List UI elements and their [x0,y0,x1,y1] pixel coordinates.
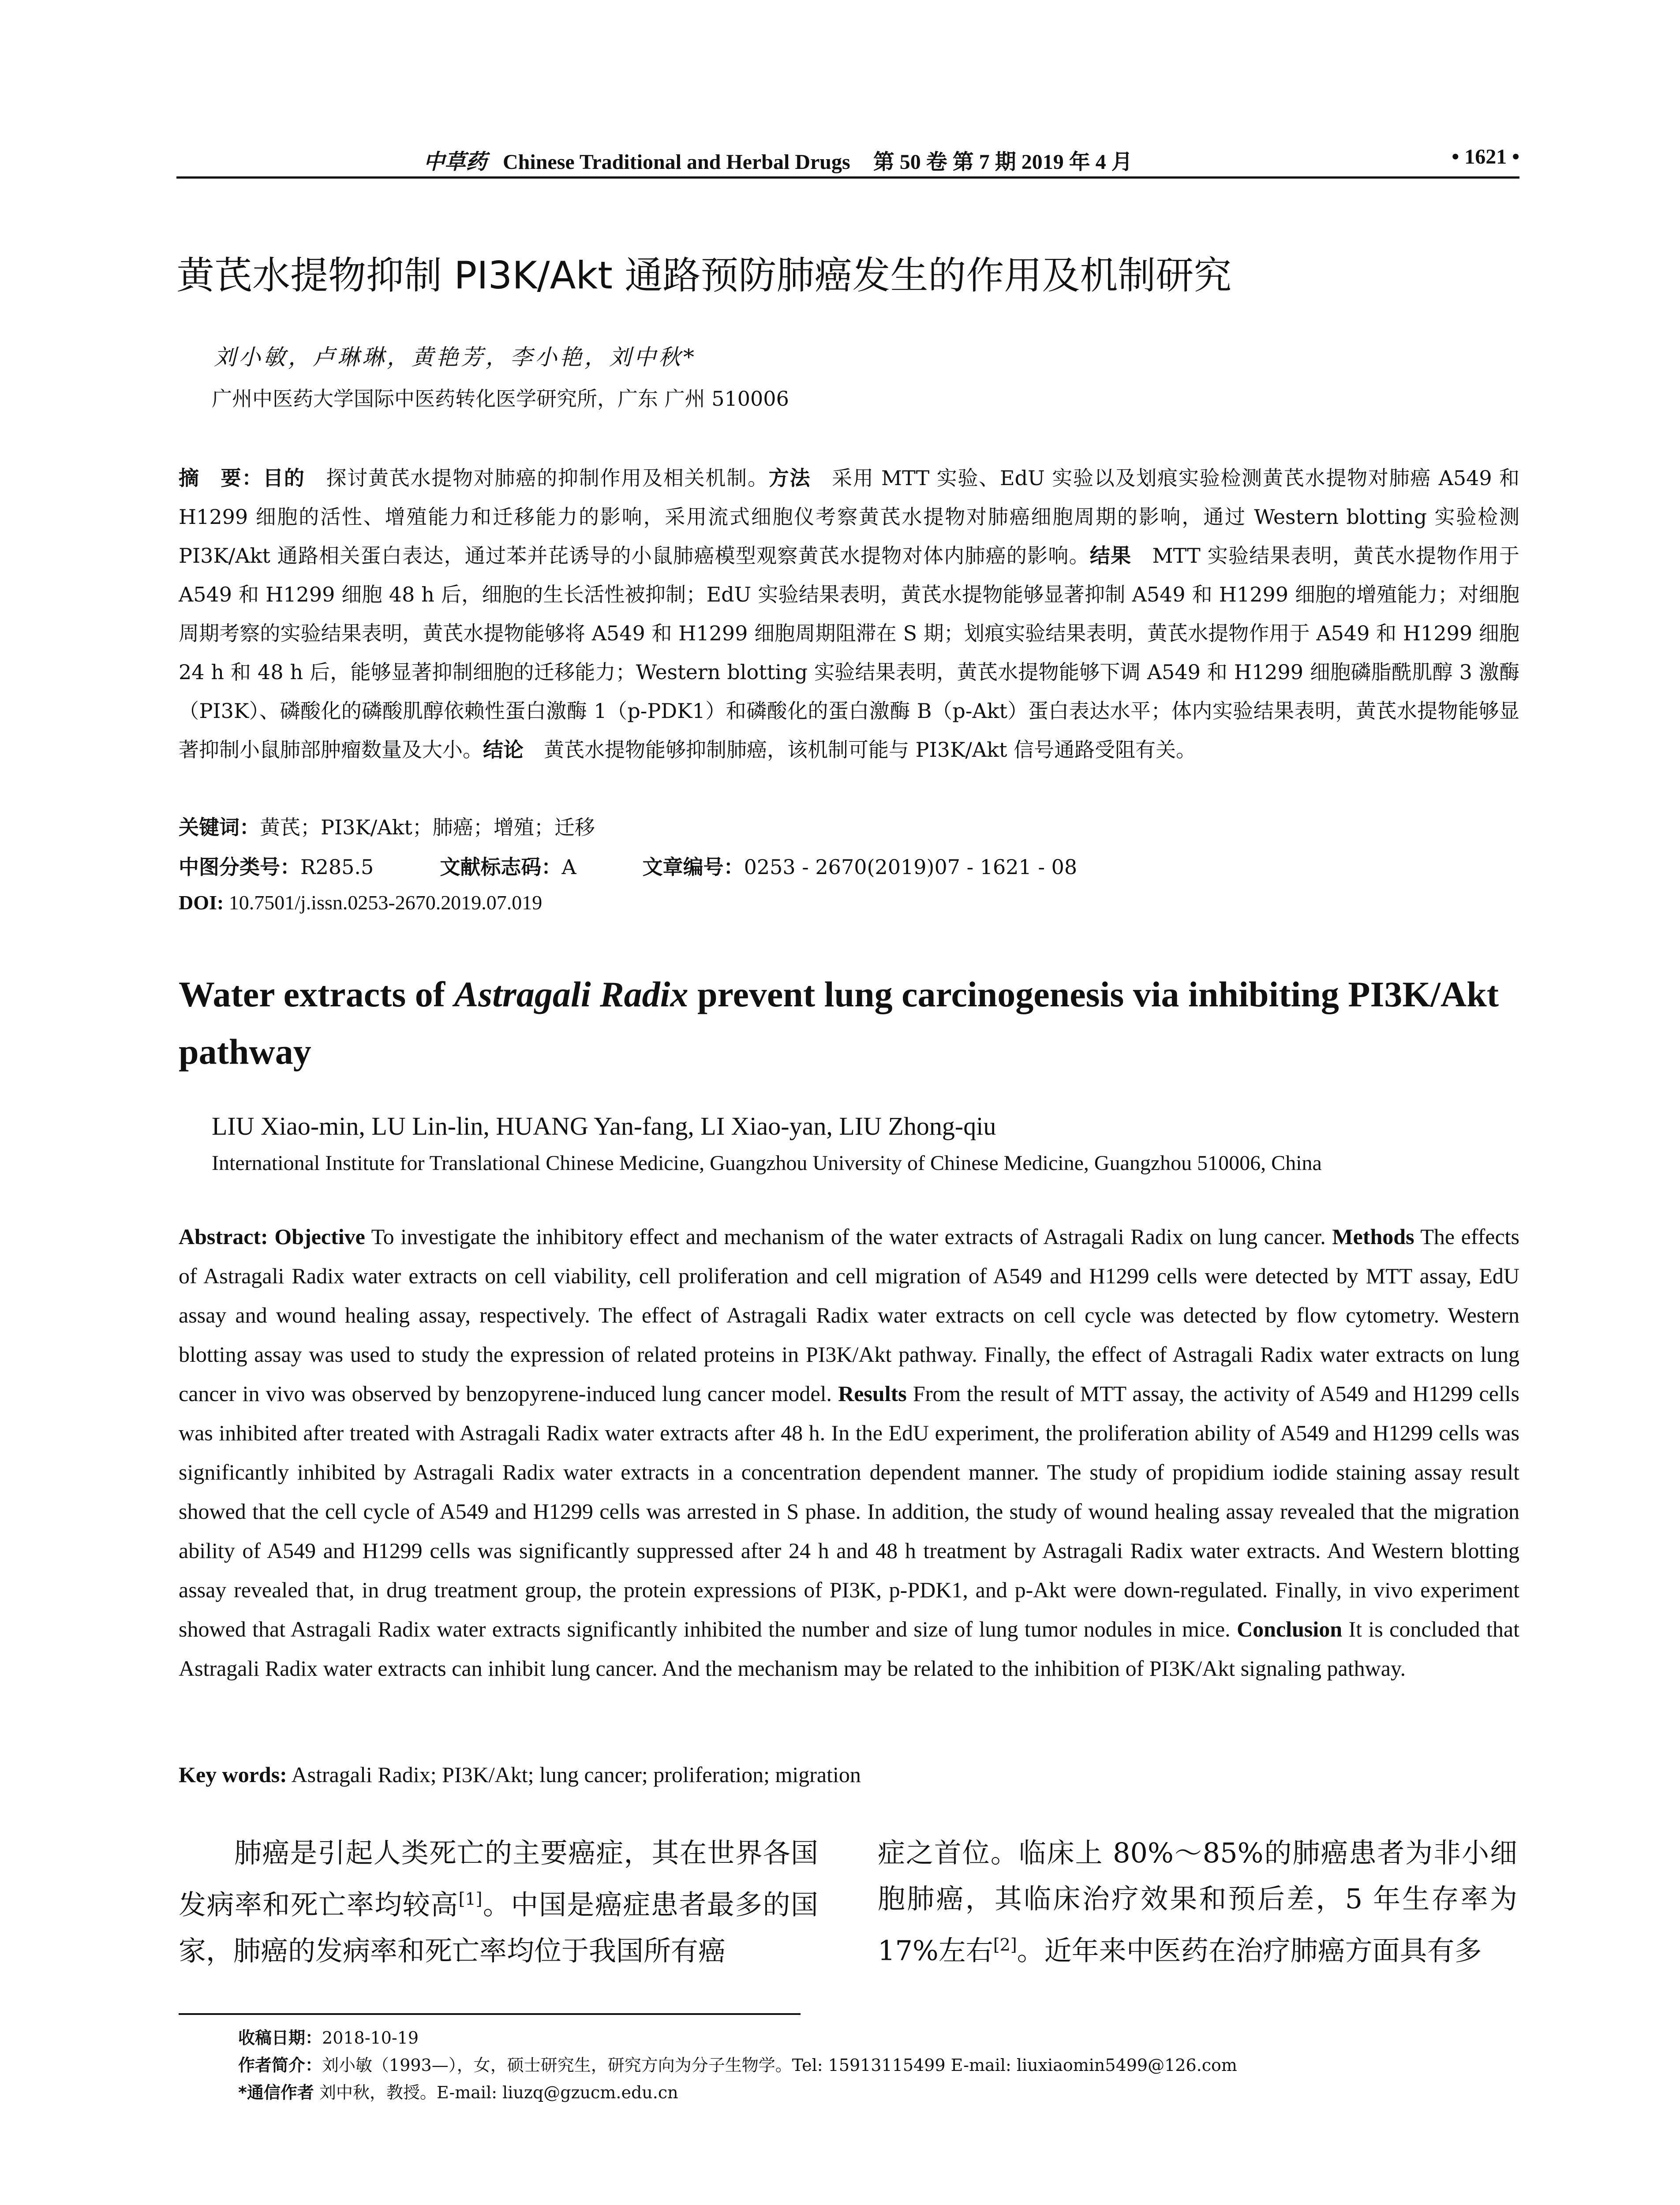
citation-2[interactable]: [2] [993,1935,1017,1955]
title-en-italic: Astragali Radix [454,974,688,1014]
title-en-part1: Water extracts of [179,974,454,1014]
methods-cn: 采用 MTT 实验、EdU 实验以及划痕实验检测黄芪水提物对肺癌 A549 和 H1299 细胞的活性、增殖能力和迁移能力的影响，采用流式细胞仪考察黄芪水提物对肺癌细胞周期的影响，通过 Western blotting 实验检测 PI3K/Akt 通路相关蛋白表达，通过苯并芘诱导的小鼠肺癌模型观察黄芪水提物对体内肺癌的影响。 [179,466,1520,568]
received-date: 2018-10-19 [322,2028,419,2048]
conclusion-en: It is concluded that Astragali Radix water extracts can inhibit lung cancer. And the mechanism may be related to the inhibition of PI3K/Akt signaling pathway. [179,1617,1519,1681]
results-cn: MTT 实验结果表明，黄芪水提物作用于 A549 和 H1299 细胞 48 h 后，细胞的生长活性被抑制；EdU 实验结果表明，黄芪水提物能够显著抑制 A549 和 H1299 细胞的增殖能力；对细胞周期考察的实验结果表明，黄芪水提物能够将 A549 和 H1299 细胞周期阻滞在 S 期；划痕实验结果表明，黄芪水提物作用于 A549 和 H1299 细胞 24 h 和 48 h 后，能够显著抑制细胞的迁移能力；Western blotting 实验结果表明，黄芪水提物能够下调 A549 和 H1299 细胞磷脂酰肌醇 3 激酶（PI3K）、磷酸化的磷酸肌醇依赖性蛋白激酶 1（p-PDK1）和磷酸化的蛋白激酶 B（p-Akt）蛋白表达水平；体内实验结果表明，黄芪水提物能够显著抑制小鼠肺部肿瘤数量及大小。 [179,544,1519,762]
body-left-text-b: 。中国是癌症患者最多的国家，肺癌的发病率和死亡率均位于我国所有癌 [179,1888,818,1967]
corresponding-info: 刘中秋，教授。E-mail: liuzq@gzucm.edu.cn [314,2083,678,2102]
body-left-text-a: 肺癌是引起人类死亡的主要癌症，其在世界各国发病率和死亡率均较高 [179,1837,818,1921]
body-right-text-b: 。近年来中医药在治疗肺癌方面具有多 [1017,1934,1482,1967]
footnote-received [238,2024,1237,2052]
affiliation-cn: 广州中医药大学国际中医药转化医学研究所，广东 广州 510006 [212,387,789,411]
abstract-cn [179,459,1519,769]
objective-cn: 探讨黄芪水提物对肺癌的抑制作用及相关机制。 [305,466,769,490]
footnote-corresponding [238,2079,1237,2106]
author-info-label: 作者简介： [238,2056,322,2075]
article-no-value: 0253 - 2670(2019)07 - 1621 - 08 [744,855,1078,879]
running-header [176,140,1519,180]
doi-label: DOI: [179,891,224,914]
classification-line [179,851,1077,880]
authors-cn: 刘小敏，卢琳琳，黄艳芳，李小艳，刘中秋* [214,344,697,370]
journal-name-en: Chinese Traditional and Herbal Drugs [503,150,850,174]
conclusion-label-en: Conclusion [1237,1617,1343,1641]
conclusion-label-cn: 结论 [483,738,524,762]
results-label-cn: 结果 [1089,544,1132,568]
keywords-en-value: Astragali Radix; PI3K/Akt; lung cancer; proliferation; migration [287,1762,861,1787]
keywords-en [179,1762,861,1787]
body-right-text-a: 症之首位。临床上 80%～85%的肺癌患者为非小细胞肺癌，其临床治疗效果和预后差，5 年生存率为 17%左右 [878,1837,1517,1967]
results-label-en: Results [838,1381,907,1406]
title-en [179,966,1519,1080]
keywords-cn-value: 黄芪；PI3K/Akt；肺癌；增殖；迁移 [260,815,595,839]
clc-label: 中图分类号： [179,855,300,879]
doc-code-label: 文献标志码： [440,855,562,879]
journal-name-cn: 中草药 [423,150,487,174]
title-en-part2: prevent lung carcinogenesis via inhibiting PI3K/Akt pathway [179,974,1499,1072]
footnote-author [238,2052,1237,2079]
methods-label-en: Methods [1332,1224,1414,1249]
affiliation-en: International Institute for Translational Chinese Medicine, Guangzhou University of Chinese Medicine, Guangzhou 510006, China [212,1151,1322,1175]
authors-en: LIU Xiao-min, LU Lin-lin, HUANG Yan-fang, LI Xiao-yan, LIU Zhong-qiu [212,1112,996,1140]
abstract-en-label: Abstract: Objective [179,1224,365,1249]
results-en: From the result of MTT assay, the activity of A549 and H1299 cells was inhibited after treated with Astragali Radix water extracts after 48 h. In the EdU experiment, the proliferation ability of A549 and H1299 cells was significantly inhibited by Astragali Radix water extracts in a concentration dependent manner. The study of propidium iodide staining assay result showed that the cell cycle of A549 and H1299 cells was arrested in S phase. In addition, the study of wound healing assay revealed that the migration ability of A549 and H1299 cells was significantly suppressed after 24 h and 48 h treatment by Astragali Radix water extracts. And Western blotting assay revealed that, in drug treatment group, the protein expressions of PI3K, p-PDK1, and p-Akt were down-regulated. Finally, in vivo experiment showed that Astragali Radix water extracts significantly inhibited the number and size of lung tumor nodules in mice. [179,1381,1520,1641]
received-label: 收稿日期： [238,2028,322,2048]
footnote-rule [179,2013,801,2015]
body-column-left [179,1830,818,1974]
keywords-cn-label: 关键词： [179,815,260,839]
methods-label-cn: 方法 [768,466,811,490]
methods-en: The effects of Astragali Radix water extracts on cell viability, cell proliferation and cell migration of A549 and H1299 cells were detected by MTT assay, EdU assay and wound healing assay, respectively. The effect of Astragali Radix water extracts on cell cycle was detected by flow cytometry. Western blotting assay was used to study the expression of related proteins in PI3K/Akt pathway. Finally, the effect of Astragali Radix water extracts on lung cancer in vivo was observed by benzopyrene-induced lung cancer model. [179,1224,1520,1406]
doi-line [179,891,542,914]
issue-info: 第 50 卷 第 7 期 2019 年 4 月 [873,150,1133,174]
title-cn: 黄芪水提物抑制 PI3K/Akt 通路预防肺癌发生的作用及机制研究 [176,254,1232,298]
citation-1[interactable]: [1] [458,1889,483,1909]
header-rule [176,176,1519,179]
article-no-label: 文章编号： [642,855,744,879]
footnotes [238,2024,1237,2106]
doc-code-value: A [561,855,576,879]
objective-en: To investigate the inhibitory effect and mechanism of the water extracts of Astragali Radix on lung cancer. [365,1224,1326,1249]
keywords-en-label: Key words: [179,1762,287,1787]
journal-name [423,145,1133,175]
abstract-cn-label: 摘 要： [179,466,263,490]
doi-value: 10.7501/j.issn.0253-2670.2019.07.019 [224,891,543,914]
body-column-right [878,1830,1517,1974]
author-info: 刘小敏（1993—），女，硕士研究生，研究方向为分子生物学。Tel: 15913115499 E-mail: liuxiaomin5499@126.com [322,2056,1237,2075]
keywords-cn [179,811,595,841]
conclusion-cn: 黄芪水提物能够抑制肺癌，该机制可能与 PI3K/Akt 信号通路受阻有关。 [524,738,1197,762]
corresponding-label: *通信作者 [238,2083,314,2102]
clc-value: R285.5 [300,855,374,879]
page-number: • 1621 • [1452,145,1519,168]
objective-label-cn: 目的 [263,466,305,490]
abstract-en [179,1217,1519,1688]
